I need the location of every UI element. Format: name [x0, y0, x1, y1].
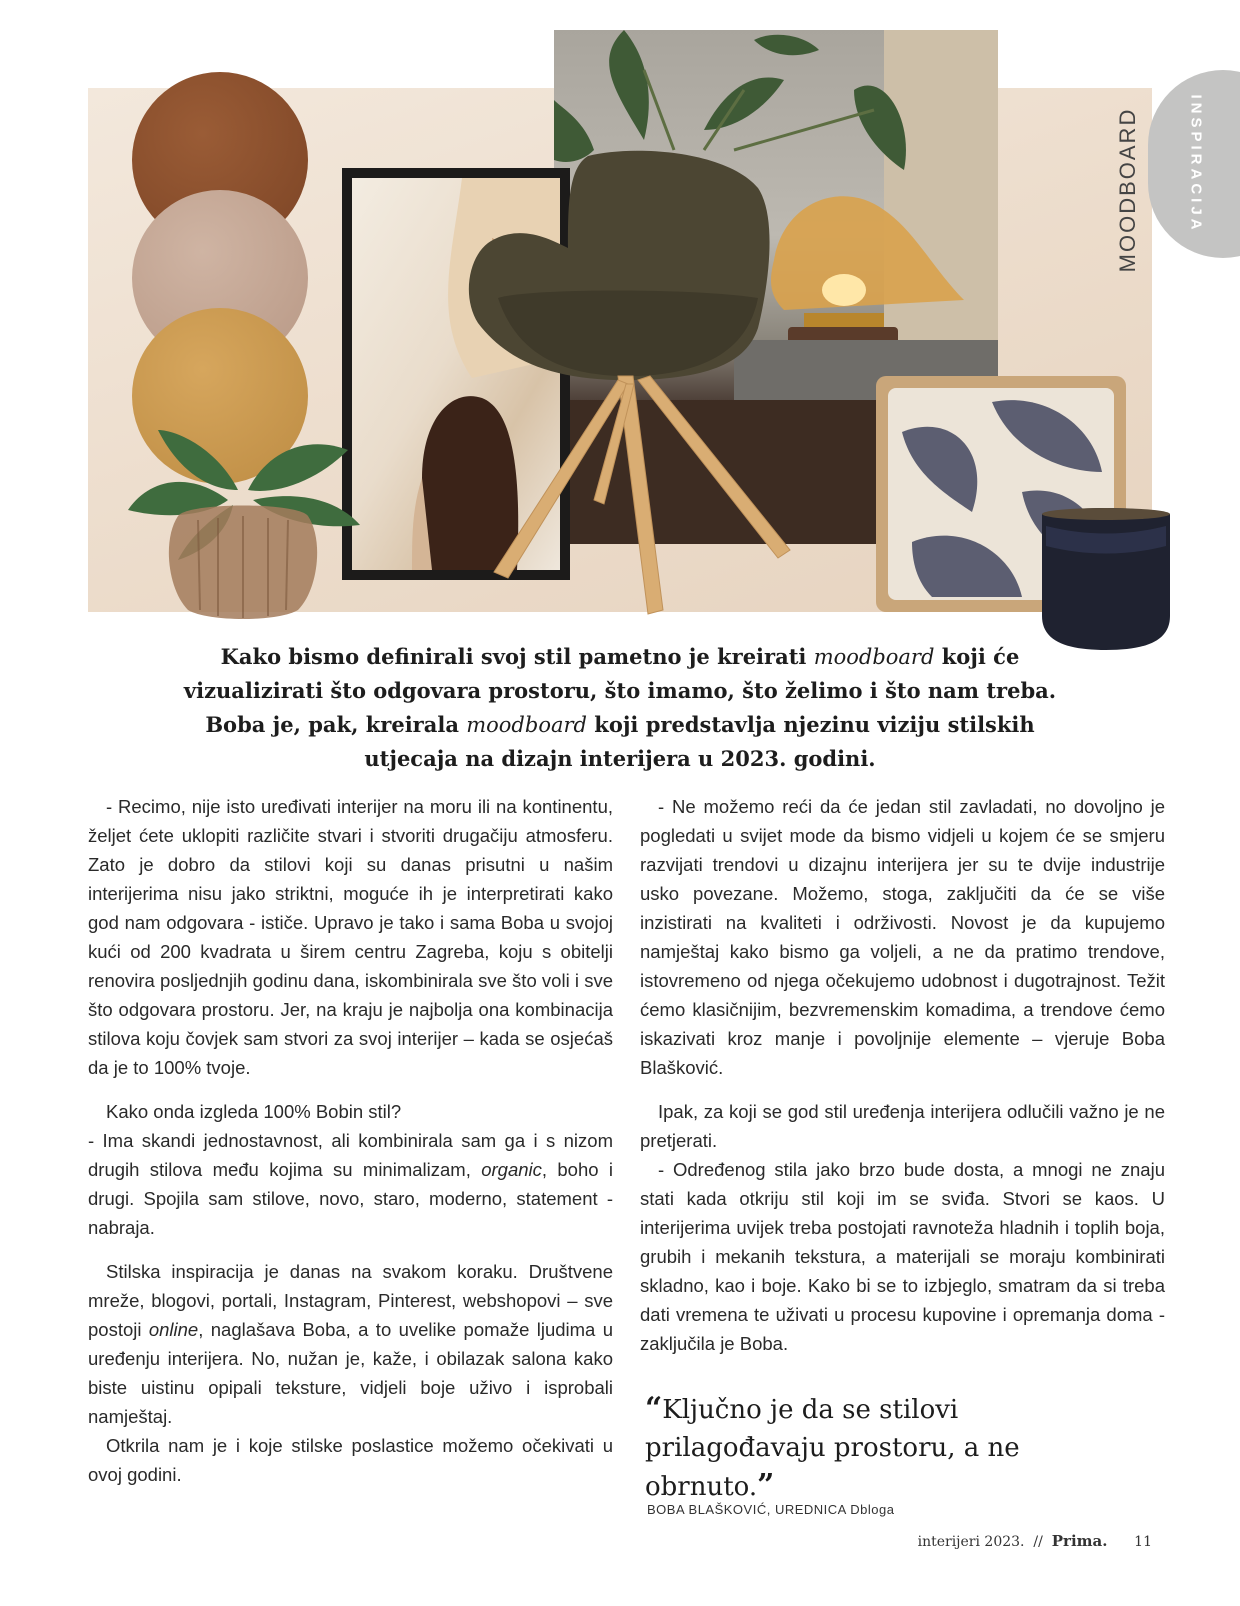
moodboard-label: MOODBOARD — [1115, 107, 1140, 273]
lead-paragraph — [160, 640, 1080, 776]
body-paragraph: Ipak, za koji se god stil uređenja interijera odlučili važno je ne pretjerati. — [640, 1101, 1165, 1151]
italic-term: organic — [481, 1159, 542, 1180]
body-paragraph: - Ne možemo reći da će jedan stil zavladati, no dovoljno je pogledati u svijet mode da bismo vidjeli u kojem će se smjeru razvijati trendovi u dizajnu interijera jer su te dvije industrije usko povezane. Možemo, stoga, zaključiti da će se više inzistirati na kvaliteti i održivosti. Novost je da kupujemo namještaj kako bismo ga voljeli, a ne da pratimo trendove, istovremeno od njega očekujemo udobnost i dugotrajnost. Težit ćemo klasičnijim, bezvremenskim komadima, a trendove ćemo iskazivati kroz manje i povoljnije elemente – vjeruje Boba Blašković. — [640, 796, 1165, 1078]
footer-section: interijeri 2023. — [917, 1534, 1025, 1550]
armchair — [468, 148, 812, 628]
body-paragraph: Stilska inspiracija je danas na svakom koraku. Društvene mreže, blogovi, portali, Instagram, Pinterest, webshopovi – sve postoji online, naglašava Boba, a to uvelike pomaže ljudima u uređenju interijera. No, nužan je, kaže, i obilazak salona kako biste uistinu opipali teksture, vidjeli boje uživo i isprobali namještaj. — [88, 1261, 613, 1427]
page-footer — [918, 1532, 1152, 1550]
pull-quote — [645, 1390, 1065, 1506]
section-tab-label: INSPIRACIJA — [1187, 94, 1205, 234]
lead-text-1: Kako bismo definirali svoj stil pametno je kreirati — [220, 644, 814, 669]
lead-text-2: koji će vizualizirati što odgovara prostoru, što imamo, što želimo i što nam treba. Boba je, pak, kreirala — [183, 644, 1057, 737]
ceramic-pot — [1036, 506, 1176, 654]
lead-emphasis-2: moodboard — [466, 713, 587, 737]
quote-author: BOBA BLAŠKOVIĆ, UREDNICA Dbloga — [647, 1502, 895, 1517]
body-paragraph: Kako onda izgleda 100% Bobin stil? — [106, 1101, 402, 1122]
italic-term: online — [148, 1319, 199, 1340]
body-paragraph: - Određenog stila jako brzo bude dosta, a mnogi ne znaju stati kada otkriju stil koji im se sviđa. Stvori se kaos. U interijerima uvijek treba postojati ravnoteža hladnih i toplih boja, grubih i mekanih tekstura, a materijali se moraju kombinirati skladno, kao i boje. Kako bi se to izbjeglo, smatram da si treba dati vremena te uživati u procesu kupovine i opremanja doma - zaključila je Boba. — [640, 1159, 1165, 1354]
body-paragraph: Otkrila nam je i koje stilske poslastice možemo očekivati u ovoj godini. — [88, 1435, 613, 1485]
pull-quote-text: Ključno je da se stilovi prilagođavaju prostoru, a ne obrnuto. — [645, 1395, 1020, 1502]
footer-brand: Prima. — [1051, 1532, 1108, 1550]
left-column — [88, 792, 613, 1489]
moodboard-collage — [0, 0, 1240, 650]
lead-emphasis-1: moodboard — [813, 645, 935, 669]
body-paragraph: - Ima skandi jednostavnost, ali kombinirala sam ga i s nizom drugih stilova među kojima su minimalizam, organic, boho i drugi. Spojila sam stilove, novo, staro, moderno, statement - nabraja. — [88, 1130, 614, 1238]
page-number: 11 — [1134, 1534, 1152, 1550]
lead-text-3: koji predstavlja njezinu viziju stilskih utjecaja na dizajn interijera u 2023. godini. — [364, 712, 1035, 771]
body-paragraph: - Recimo, nije isto uređivati interijer na moru ili na kontinentu, željet ćete uklopiti različite stvari i stvoriti drugačiju atmosferu. Zato je dobro da stilovi koji su danas prisutni u našim interijerima nisu jako striktni, moguće ih je interpretirati kako god nam odgovara - ističe. Upravo je tako i sama Boba u svojoj kući od 200 kvadrata u širem centru Zagreba, koju s obitelji renovira posljednjih godinu dana, iskombinirala sve što voli i sve što odgovara prostoru. Jer, na kraju je najbolja ona kombinacija stilova koju čovjek sam stvori za svoj interijer – kada se osjećaš da je to 100% tvoje. — [88, 796, 613, 1078]
footer-separator: // — [1033, 1534, 1043, 1550]
open-quote-mark: “ — [645, 1391, 663, 1426]
right-column — [640, 792, 1165, 1358]
potted-plant — [128, 430, 360, 626]
close-quote-mark: ” — [757, 1468, 775, 1503]
